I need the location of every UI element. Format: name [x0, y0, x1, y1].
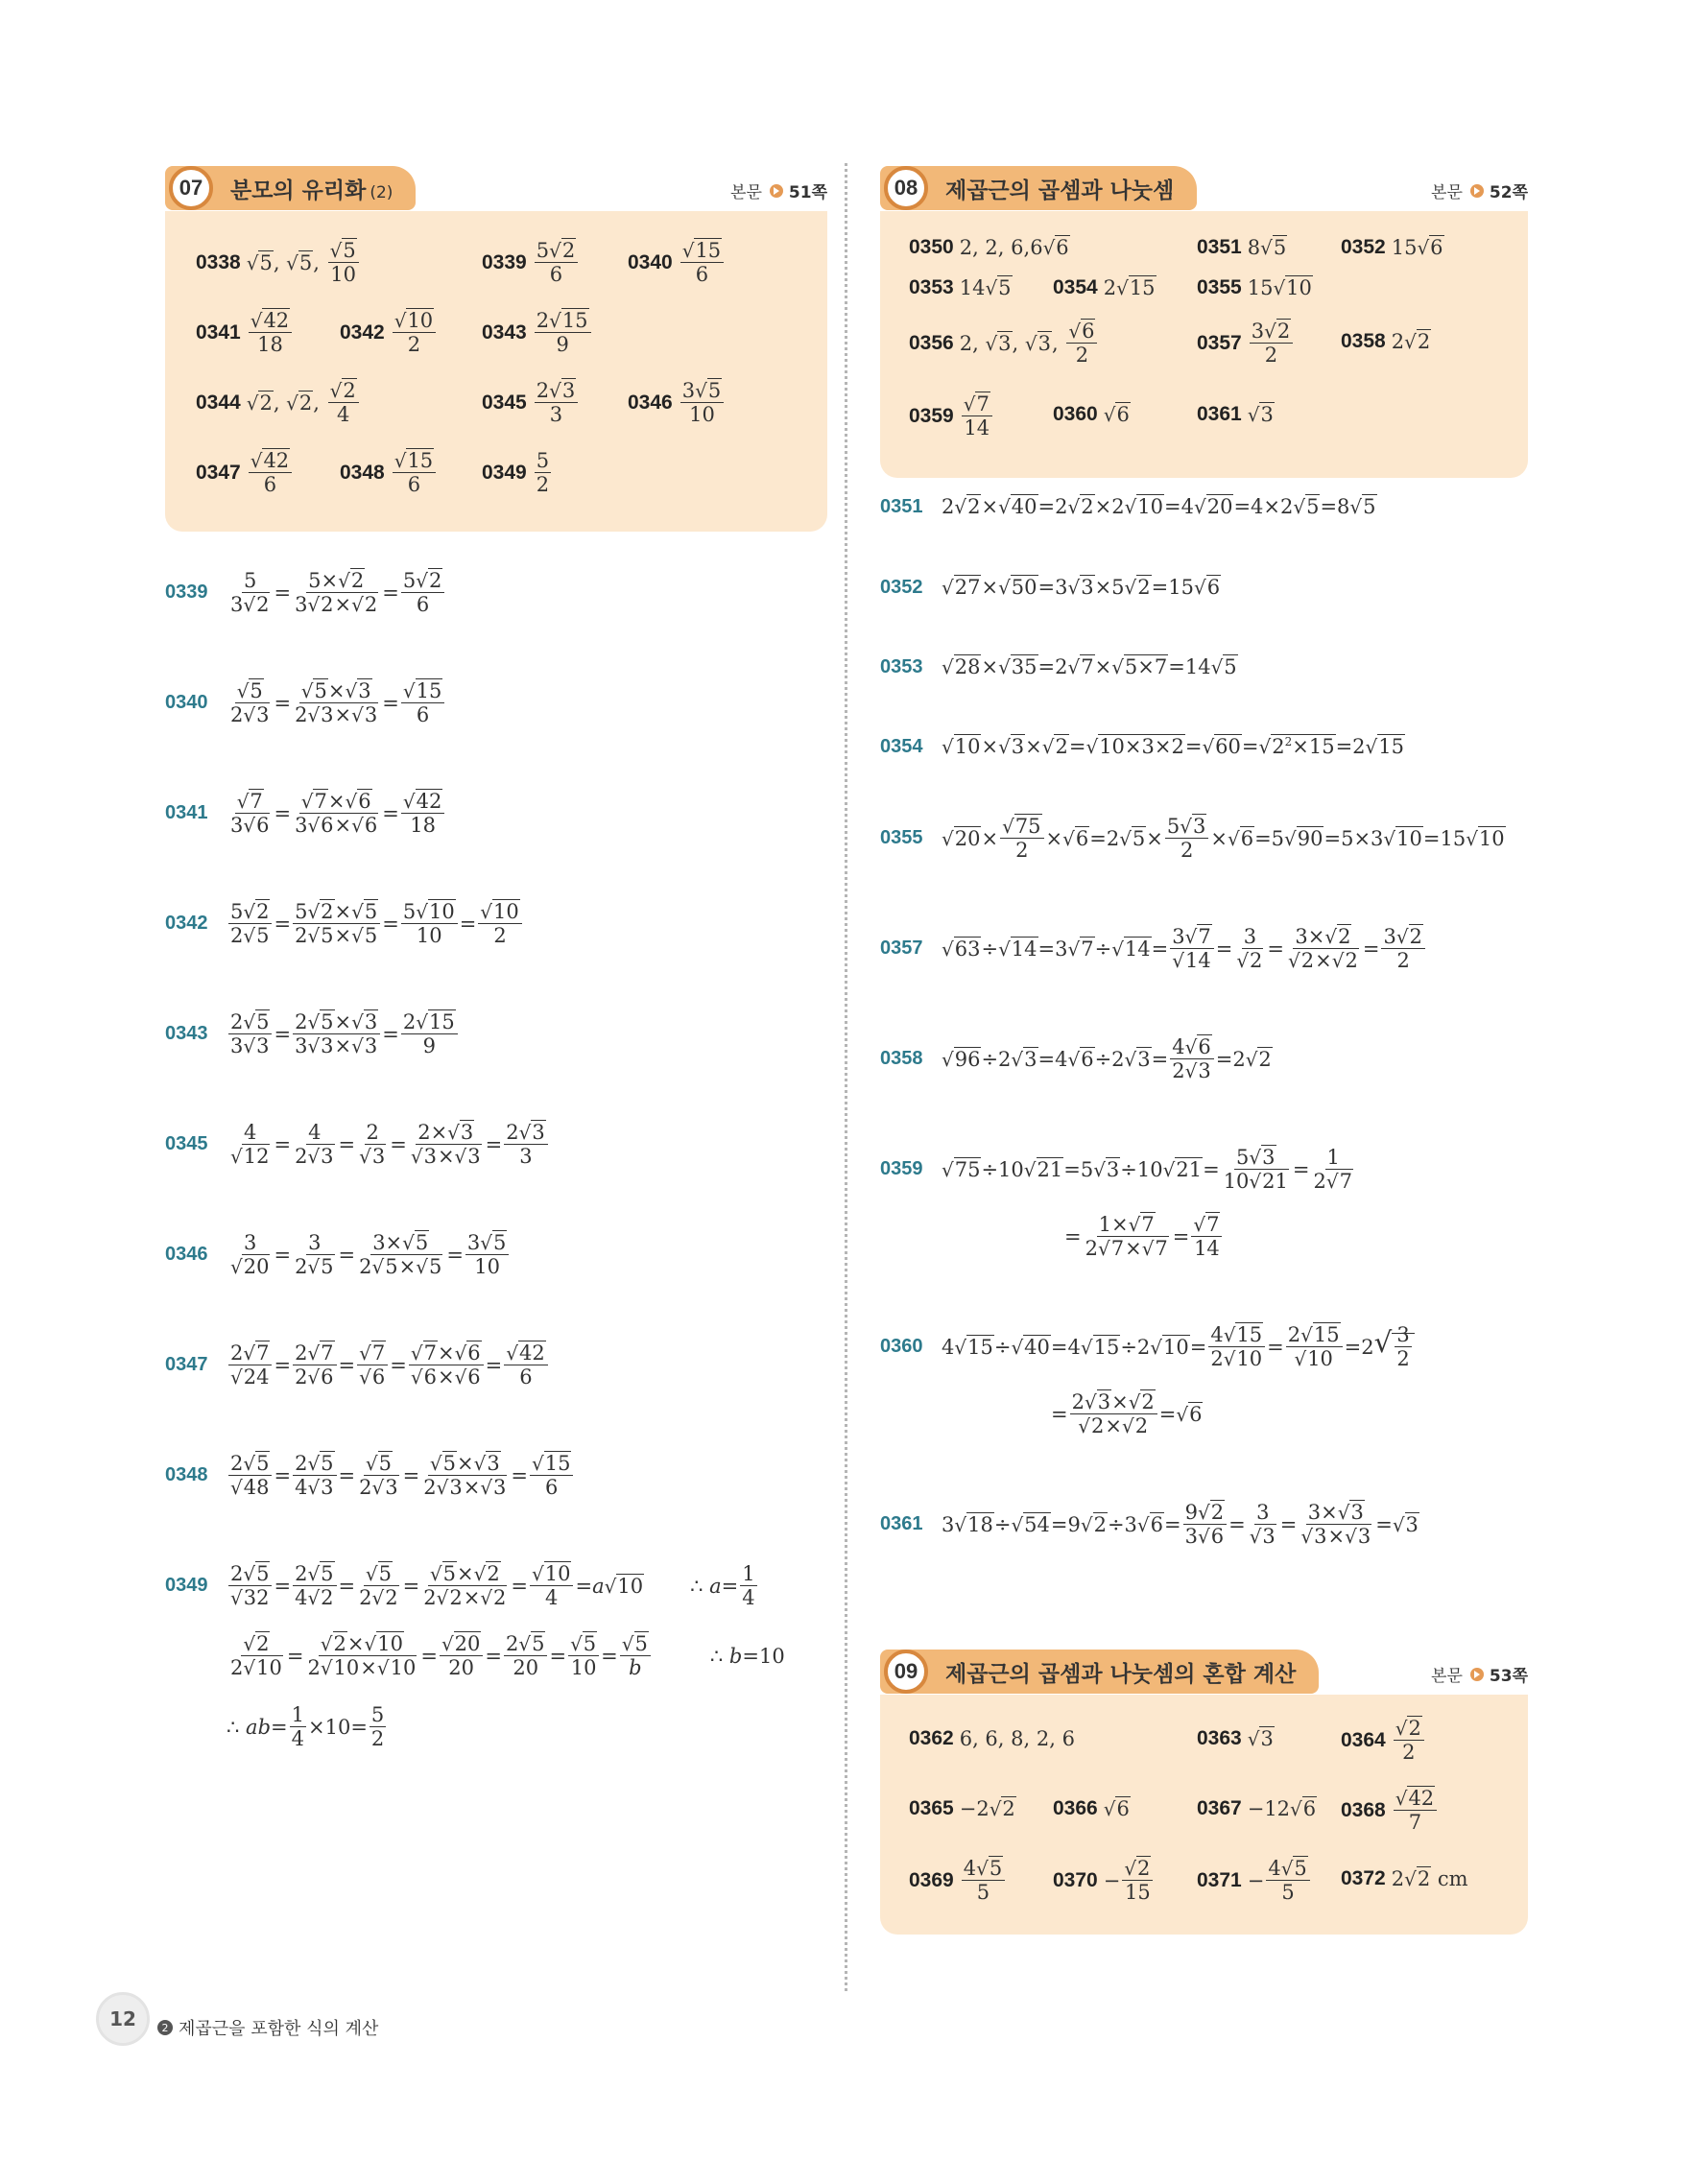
answer-number: 0365 [909, 1797, 954, 1819]
answer-number: 0350 [909, 236, 954, 258]
answer-0350: 0350 2, 2, 6 , 6 √6 [909, 236, 1069, 259]
solution-0360: 0360 4 √15 ÷ √40 =4 √15 ÷2 √10 = $\frac{4√15}{2√10}$ = $\frac{2√15}{√10}$ =2 √ $\frac{3}{2}$ [880, 1324, 1415, 1369]
answer-0356: 0356 2, √3 , √3 , $\frac{√6}{2}$ [909, 320, 1099, 366]
answer-0347: 0347 $\frac{√42}{6}$ [196, 450, 294, 495]
solution-number: 0352 [880, 576, 923, 598]
section-07-header [165, 161, 827, 217]
answer-number: 0345 [482, 391, 527, 414]
answer-number: 0360 [1053, 403, 1098, 425]
answer-number: 0351 [1197, 236, 1242, 258]
solution-number: 0343 [165, 1023, 208, 1045]
answer-0371: 0371 − $\frac{4√5}{5}$ [1197, 1858, 1312, 1903]
solution-0348: 0348 $\frac{2√5}{√48}$ = $\frac{2√5}{4√3}$ = $\frac{√5}{2√3}$ = $\frac{√5\times√3}{2√3\times√3}$ = $\frac{√15}{6}$ [165, 1453, 575, 1498]
answer-0344: 0344 √2 , √2 , $\frac{√2}{4}$ [196, 380, 361, 425]
answer-number: 0364 [1341, 1728, 1386, 1751]
ref-page: 53쪽 [1489, 1667, 1528, 1686]
solution-0353: 0353 √28 × √35 =2 √7 × √5×7 =14 √5 [880, 655, 1237, 678]
answer-number: 0346 [628, 391, 673, 414]
answer-number: 0342 [340, 320, 385, 344]
answer-0348: 0348 $\frac{√15}{6}$ [340, 450, 438, 495]
solution-0349: 0349 $\frac{2√5}{√32}$ = $\frac{2√5}{4√2}$ = $\frac{√5}{2√2}$ = $\frac{√5\times√2}{2√2\times√2}$ = $\frac{√10}{4}$ = a √10 ∴ a = $\frac{1}{4}$ [165, 1562, 755, 1610]
answer-number: 0340 [628, 250, 673, 273]
solution-0359-line2: = $\frac{1\times√7}{2√7\times√7}$ = $\frac{√7}{14}$ [1064, 1214, 1224, 1259]
section-title: 제곱근의 곱셈과 나눗셈 [945, 178, 1175, 203]
answer-0370: 0370 − $\frac{√2}{15}$ [1053, 1858, 1155, 1903]
solution-number: 0359 [880, 1158, 923, 1180]
answer-number: 0370 [1053, 1868, 1098, 1891]
solution-number: 0340 [165, 692, 208, 714]
answer-number: 0343 [482, 320, 527, 344]
answer-0343: 0343 $\frac{2√15}{9}$ [482, 310, 593, 355]
answer-number: 0352 [1341, 236, 1386, 258]
solution-0339: 0339 $\frac{5}{3√2}$ = $\frac{5\times√2}{3√2\times√2}$ = $\frac{5√2}{6}$ [165, 570, 446, 615]
unit-cm: cm [1437, 1867, 1468, 1890]
solution-0340: 0340 $\frac{√5}{2√3}$ = $\frac{√5\times√3}{2√3\times√3}$ = $\frac{√15}{6}$ [165, 680, 446, 725]
chapter-title: 제곱근을 포함한 식의 계산 [179, 2019, 379, 2039]
ref-page: 51쪽 [788, 183, 827, 202]
solution-0361: 0361 3 √18 ÷ √54 =9 √2 ÷3 √6 = $\frac{9√2}{3√6}$ = $\frac{3}{√3}$ = $\frac{3\times√3}{√3\times√3}$ = √3 [880, 1501, 1419, 1549]
answer-box-08 [880, 211, 1528, 478]
solution-0352: 0352 √27 × √50 =3 √3 ×5 √2 =15 √6 [880, 576, 1221, 599]
solution-0342: 0342 $\frac{5√2}{2√5}$ = $\frac{5√2\times√5}{2√5\times√5}$ = $\frac{5√10}{10}$ = $\frac{√10}{2}$ [165, 901, 524, 946]
answer-comma: , [1023, 236, 1031, 259]
solution-0354: 0354 √10 × √3 × √2 = √10×3×2 = √60 = $√2^2\times 15$ =2 √15 [880, 735, 1404, 758]
answer-box-07 [165, 211, 827, 532]
answer-text: 6, 6, 8, 2, 6 [959, 1727, 1075, 1750]
answer-0339: 0339 $\frac{5√2}{6}$ [482, 240, 580, 285]
solution-0359: 0359 √75 ÷10 √21 =5 √3 ÷10 √21 = $\frac{5√3}{10√21}$ = $\frac{1}{2√7}$ [880, 1146, 1352, 1194]
answer-0354: 0354 2 √15 [1053, 276, 1156, 299]
ref-page: 52쪽 [1489, 183, 1528, 202]
answer-0361: 0361 √3 [1197, 403, 1274, 426]
answer-number: 0353 [909, 276, 954, 298]
arrow-icon [1470, 184, 1484, 198]
solution-0355: 0355 √20 × $\frac{√75}{2}$ × √6 =2 √5 × $\frac{5√3}{2}$ × √6 =5 √90 =5×3 √10 =15 √10 [880, 815, 1505, 863]
section-number: 09 [884, 1650, 928, 1694]
arrow-icon [1470, 1668, 1484, 1681]
answer-number: 0355 [1197, 276, 1242, 298]
section-page-ref [730, 178, 827, 202]
answer-0346: 0346 $\frac{3√5}{10}$ [628, 380, 726, 425]
solution-0349-line3: ∴ ab = $\frac{1}{4}$ ×10= $\frac{5}{2}$ [227, 1703, 385, 1751]
answer-number: 0349 [482, 461, 527, 484]
answer-number: 0366 [1053, 1797, 1098, 1819]
solution-0349-line2: $\frac{√2}{2√10}$ = $\frac{√2\times√10}{2√10\times√10}$ = $\frac{√20}{20}$ = $\frac{2√5}{20}$ = $\frac{√5}{10}$ = $\frac{√5}{b}$ ∴ b =10 [230, 1632, 785, 1680]
solution-number: 0353 [880, 655, 923, 677]
answer-number: 0339 [482, 250, 527, 273]
left-column [165, 161, 827, 1751]
answer-0368: 0368 $\frac{√42}{7}$ [1341, 1788, 1439, 1833]
answer-text: 2, 2, 6 [959, 236, 1024, 259]
ref-label: 본문 [730, 183, 762, 202]
solution-0346: 0346 $\frac{3}{√20}$ = $\frac{3}{2√5}$ = $\frac{3\times√5}{2√5\times√5}$ = $\frac{3√5}{10}$ [165, 1232, 511, 1277]
answer-number: 0362 [909, 1727, 954, 1749]
solution-0351: 0351 2 √2 × √40 =2 √2 ×2 √10 =4 √20 =4×2 √5 =8 √5 [880, 495, 1376, 518]
section-09 [880, 1645, 1528, 1935]
answer-number: 0344 [196, 391, 241, 414]
section-number: 08 [884, 166, 928, 210]
answer-0351: 0351 8 √5 [1197, 236, 1287, 259]
answer-0342: 0342 $\frac{√10}{2}$ [340, 310, 438, 355]
answer-0367: 0367 −12 √6 [1197, 1797, 1317, 1820]
answer-0341: 0341 $\frac{√42}{18}$ [196, 310, 294, 355]
answer-0369: 0369 $\frac{4√5}{5}$ [909, 1858, 1007, 1903]
solution-number: 0346 [165, 1244, 208, 1266]
answer-number: 0361 [1197, 403, 1242, 425]
answer-number: 0356 [909, 331, 954, 354]
solution-number: 0341 [165, 802, 208, 824]
solution-number: 0348 [165, 1464, 208, 1486]
answer-number: 0372 [1341, 1867, 1386, 1889]
solution-0345: 0345 $\frac{4}{√12}$ = $\frac{4}{2√3}$ = $\frac{2}{√3}$ = $\frac{2\times√3}{√3\times√3}$ = $\frac{2√3}{3}$ [165, 1122, 550, 1167]
right-column [880, 161, 1528, 1905]
answer-number: 0359 [909, 404, 954, 427]
solution-number: 0361 [880, 1513, 923, 1535]
section-08-header [880, 161, 1528, 217]
solution-number: 0349 [165, 1575, 208, 1597]
answer-0355: 0355 15 √10 [1197, 276, 1312, 299]
solution-number: 0339 [165, 582, 208, 604]
solution-0360-line2: = $\frac{2√3\times√2}{√2\times√2}$ = √6 [1051, 1390, 1203, 1438]
answer-box-09 [880, 1695, 1528, 1935]
solution-number: 0355 [880, 827, 923, 849]
section-title-text: 분모의 유리화 [230, 178, 367, 203]
answer-number: 0369 [909, 1868, 954, 1891]
answer-0366: 0366 √6 [1053, 1797, 1130, 1820]
solution-number: 0360 [880, 1336, 923, 1358]
section-09-header [880, 1645, 1528, 1700]
answer-0345: 0345 $\frac{2√3}{3}$ [482, 380, 580, 425]
section-title [230, 173, 393, 204]
answer-number: 0363 [1197, 1727, 1242, 1749]
answer-number: 0338 [196, 250, 241, 273]
answer-number: 0348 [340, 461, 385, 484]
ref-label: 본문 [1431, 1667, 1463, 1686]
answer-0360: 0360 √6 [1053, 403, 1130, 426]
answer-0372: 0372 2 √2 cm [1341, 1867, 1468, 1890]
answer-number: 0354 [1053, 276, 1098, 298]
answer-number: 0358 [1341, 330, 1386, 352]
answer-number: 0357 [1197, 331, 1242, 354]
answer-0352: 0352 15 √6 [1341, 236, 1443, 259]
solution-number: 0345 [165, 1133, 208, 1155]
answer-number: 0368 [1341, 1798, 1386, 1821]
section-tab [165, 166, 416, 210]
section-number: 07 [169, 166, 213, 210]
ref-label: 본문 [1431, 183, 1463, 202]
column-divider [845, 163, 847, 1991]
arrow-icon [770, 184, 783, 198]
answer-number: 0371 [1197, 1868, 1242, 1891]
answer-0364: 0364 $\frac{√2}{2}$ [1341, 1718, 1426, 1763]
answer-0358: 0358 2 √2 [1341, 330, 1431, 353]
solution-0341: 0341 $\frac{√7}{3√6}$ = $\frac{√7\times√6}{3√6\times√6}$ = $\frac{√42}{18}$ [165, 791, 446, 836]
solution-0358: 0358 √96 ÷2 √3 =4 √6 ÷2 √3 = $\frac{4√6}{2√3}$ =2 √2 [880, 1035, 1272, 1083]
answer-number: 0347 [196, 461, 241, 484]
answer-0365: 0365 −2 √2 [909, 1797, 1015, 1820]
section-title-sub: (2) [370, 182, 393, 202]
answer-0363: 0363 √3 [1197, 1727, 1274, 1750]
solution-number: 0354 [880, 735, 923, 757]
answer-0340: 0340 $\frac{√15}{6}$ [628, 240, 726, 285]
section-title: 제곱근의 곱셈과 나눗셈의 혼합 계산 [945, 1661, 1297, 1687]
solution-0357: 0357 √63 ÷ √14 =3 √7 ÷ √14 = $\frac{3√7}{√14}$ = $\frac{3}{√2}$ = $\frac{3\times√2}{√2\times√2}$ = $\frac{3√2}{2}$ [880, 926, 1427, 971]
solution-0343: 0343 $\frac{2√5}{3√3}$ = $\frac{2√5\times√3}{3√3\times√3}$ = $\frac{2√15}{9}$ [165, 1011, 460, 1056]
chapter-number-badge: 2 [157, 2020, 173, 2035]
section-page-ref [1431, 178, 1528, 202]
section-tab [880, 166, 1197, 210]
answer-0353: 0353 14 √5 [909, 276, 1012, 299]
solution-number: 0347 [165, 1354, 208, 1376]
section-page-ref [1431, 1662, 1528, 1686]
answer-0349: 0349 $\frac{5}{2}$ [482, 449, 550, 497]
solution-number: 0358 [880, 1048, 923, 1070]
answer-number: 0367 [1197, 1797, 1242, 1819]
solution-number: 0357 [880, 938, 923, 960]
solution-number: 0342 [165, 913, 208, 935]
answer-0338: 0338 √5 , √5 , $\frac{√5}{10}$ [196, 240, 361, 285]
answer-0359: 0359 $\frac{√7}{14}$ [909, 393, 994, 439]
section-tab [880, 1650, 1319, 1694]
answer-number: 0341 [196, 320, 241, 344]
solution-0347: 0347 $\frac{2√7}{√24}$ = $\frac{2√7}{2√6}$ = $\frac{√7}{√6}$ = $\frac{√7\times√6}{√6\times√6}$ = $\frac{√42}{6}$ [165, 1342, 550, 1388]
answer-0357: 0357 $\frac{3√2}{2}$ [1197, 320, 1295, 366]
page-number: 12 [96, 1992, 150, 2046]
answer-0362 [909, 1727, 1075, 1750]
solution-number: 0351 [880, 495, 923, 517]
page-footer [96, 1992, 378, 2046]
